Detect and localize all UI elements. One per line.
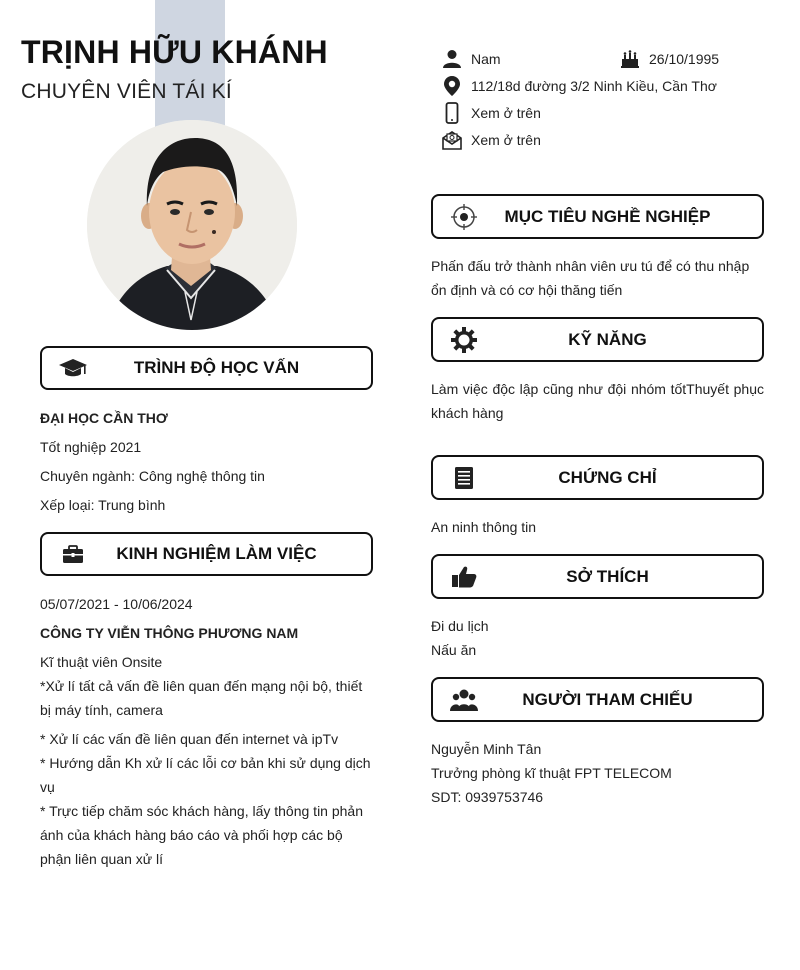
contact-email — [441, 129, 541, 151]
objective-text: Phấn đấu trở thành nhân viên ưu tú để có thu nhập ổn định và có cơ hội thăng tiến — [431, 258, 750, 298]
education-grade: Xếp loại: Trung bình — [40, 497, 166, 513]
phone-icon — [441, 102, 463, 124]
certificates-text: An ninh thông tin — [431, 519, 537, 535]
experience-duty: * Xử lí các vấn đề liên quan đến internet và ipTv — [40, 731, 339, 747]
reference-phone: SDT: 0939753746 — [431, 789, 544, 805]
people-icon — [449, 687, 479, 713]
experience-duty: *Xử lí tất cả vấn đề liên quan đến mạng nội bộ, thiết bị máy tính, camera — [40, 678, 363, 718]
email-value: Xem ở trên — [471, 132, 541, 148]
document-icon — [449, 465, 479, 491]
briefcase-icon — [58, 541, 88, 567]
experience-header — [40, 532, 373, 576]
references-header — [431, 677, 764, 722]
certificates-heading: CHỨNG CHỈ — [558, 467, 657, 487]
experience-company: CÔNG TY VIỄN THÔNG PHƯƠNG NAM — [40, 625, 299, 641]
objective-heading: MỤC TIÊU NGHỀ NGHIỆP — [504, 206, 711, 226]
hobby-item: Nấu ăn — [431, 642, 477, 658]
gear-icon — [449, 327, 479, 353]
map-pin-icon — [441, 75, 463, 97]
experience-role: Kĩ thuật viên Onsite — [40, 654, 163, 670]
experience-heading: KINH NGHIỆM LÀM VIỆC — [116, 544, 317, 563]
target-icon — [449, 204, 479, 230]
gender-value: Nam — [471, 51, 501, 67]
avatar — [87, 120, 297, 330]
birthday-value: 26/10/1995 — [649, 51, 720, 67]
hobbies-header — [431, 554, 764, 599]
skills-header — [431, 317, 764, 362]
address-value: 112/18d đường 3/2 Ninh Kiều, Cần Thơ — [471, 78, 717, 94]
envelope-icon — [441, 129, 463, 151]
references-heading: NGƯỜI THAM CHIẾU — [522, 689, 693, 709]
contact-address — [441, 75, 717, 97]
skills-heading: KỸ NĂNG — [568, 329, 647, 349]
education-major: Chuyên ngành: Công nghệ thông tin — [40, 468, 265, 484]
education-header — [40, 346, 373, 390]
reference-title: Trưởng phòng kĩ thuật FPT TELECOM — [431, 765, 672, 781]
certificates-header — [431, 455, 764, 500]
skills-text: Làm việc độc lập cũng như đội nhóm tốtThuyết phục khách hàng — [431, 381, 764, 421]
candidate-position: CHUYÊN VIÊN TÁI KÍ — [21, 80, 232, 103]
reference-name: Nguyễn Minh Tân — [431, 741, 542, 757]
experience-period: 05/07/2021 - 10/06/2024 — [40, 596, 193, 612]
graduation-cap-icon — [58, 355, 88, 381]
candidate-name: TRỊNH HỮU KHÁNH — [21, 34, 328, 70]
contact-birthday — [619, 48, 719, 70]
thumbs-up-icon — [449, 564, 479, 590]
hobbies-heading: SỞ THÍCH — [566, 566, 649, 586]
experience-duty: * Trực tiếp chăm sóc khách hàng, lấy thông tin phản ánh của khách hàng báo cáo và phối hợp các bộ phận liên quan xử lí — [40, 803, 364, 867]
objective-header — [431, 194, 764, 239]
hobby-item: Đi du lịch — [431, 618, 489, 634]
education-heading: TRÌNH ĐỘ HỌC VẤN — [133, 358, 300, 377]
contact-gender — [441, 48, 501, 70]
user-icon — [441, 48, 463, 70]
contact-phone — [441, 102, 541, 124]
phone-value: Xem ở trên — [471, 105, 541, 121]
birthday-cake-icon — [619, 48, 641, 70]
education-graduated: Tốt nghiệp 2021 — [40, 439, 142, 455]
education-school: ĐẠI HỌC CẦN THƠ — [40, 410, 168, 426]
experience-duty: * Hướng dẫn Kh xử lí các lỗi cơ bản khi sử dụng dịch vụ — [40, 755, 371, 795]
